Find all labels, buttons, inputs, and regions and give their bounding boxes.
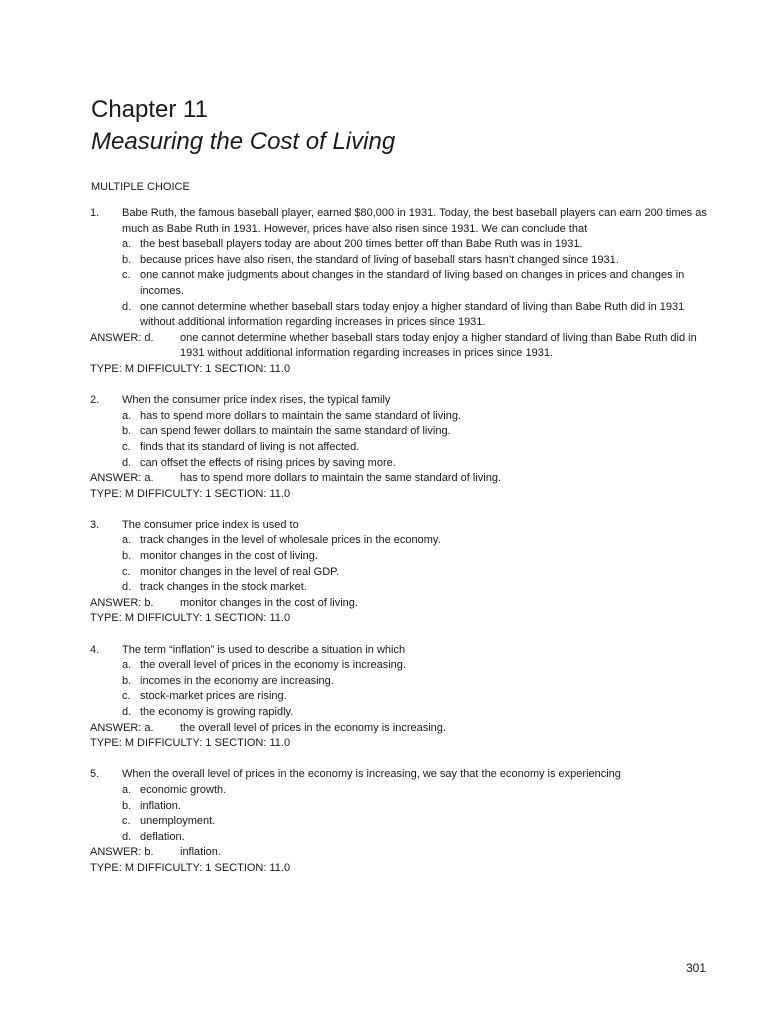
choice-d (90, 456, 710, 472)
question-number: 1. (90, 207, 100, 219)
question-3 (90, 518, 710, 627)
choice-b (90, 674, 710, 690)
choice-letter: c. (122, 440, 131, 453)
question-stem (90, 393, 710, 409)
choice-letter: d. (122, 830, 132, 843)
answer-line (90, 596, 710, 612)
choice-a (90, 533, 710, 549)
choice-letter: b. (122, 674, 132, 687)
choice-letter: c. (122, 690, 131, 703)
question-meta: TYPE: M DIFFICULTY: 1 SECTION: 11.0 (90, 737, 291, 750)
choice-text: the overall level of prices in the economy is increasing. (140, 659, 406, 672)
choice-b (90, 424, 710, 440)
question-meta: TYPE: M DIFFICULTY: 1 SECTION: 11.0 (90, 612, 291, 625)
question-text: When the consumer price index rises, the typical family (122, 394, 391, 407)
choice-letter: b. (122, 425, 132, 438)
choice-b (90, 799, 710, 815)
choice-list (90, 237, 710, 331)
choice-letter: d. (122, 581, 132, 594)
answer-text: monitor changes in the cost of living. (180, 596, 358, 609)
chapter-number: Chapter 11 (91, 96, 208, 123)
page-number: 301 (685, 961, 706, 975)
choice-text: one cannot determine whether baseball stars today enjoy a higher standard of living than Babe Ruth did in 1931 without additional information regarding increases in prices since 1931. (140, 300, 685, 329)
answer-text: the overall level of prices in the economy is increasing. (180, 721, 446, 734)
choice-c (90, 814, 710, 830)
choice-text: incomes in the economy are increasing. (140, 674, 334, 687)
choice-text: can offset the effects of rising prices by saving more. (140, 456, 396, 469)
answer-label: ANSWER: a. (90, 472, 154, 485)
choice-letter: a. (122, 783, 132, 796)
answer-line (90, 845, 710, 861)
question-5 (90, 767, 710, 876)
choice-letter: c. (122, 815, 131, 828)
question-stem (90, 518, 710, 534)
answer-line (90, 721, 710, 737)
answer-label: ANSWER: a. (90, 721, 154, 734)
chapter-title: Measuring the Cost of Living (91, 128, 396, 155)
choice-text: one cannot make judgments about changes in the standard of living based on changes in prices and changes in incomes. (140, 269, 685, 297)
choice-text: unemployment. (140, 815, 216, 828)
choice-text: the best baseball players today are about 200 times better off than Babe Ruth was in 1931. (140, 238, 583, 251)
choice-text: can spend fewer dollars to maintain the same standard of living. (140, 425, 451, 438)
question-number: 3. (90, 518, 100, 531)
choice-c (90, 268, 710, 299)
choice-list (90, 783, 710, 845)
question-text: When the overall level of prices in the economy is increasing, we say that the economy is experiencing (122, 768, 621, 781)
question-stem (90, 206, 710, 237)
choice-a (90, 237, 710, 253)
answer-line (90, 471, 710, 487)
question-meta: TYPE: M DIFFICULTY: 1 SECTION: 11.0 (90, 362, 291, 375)
choice-c (90, 689, 710, 705)
choice-d (90, 580, 710, 596)
question-4 (90, 643, 710, 752)
choice-letter: d. (122, 456, 132, 469)
choice-letter: d. (122, 300, 132, 313)
choice-a (90, 658, 710, 674)
choice-text: track changes in the level of wholesale prices in the economy. (140, 534, 441, 547)
choice-letter: b. (122, 550, 132, 563)
choice-letter: c. (122, 269, 131, 282)
answer-text: inflation. (180, 846, 221, 859)
section-heading: MULTIPLE CHOICE (91, 181, 190, 193)
answer-label: ANSWER: d. (90, 331, 154, 344)
answer-text: one cannot determine whether baseball stars today enjoy a higher standard of living than Babe Ruth did in 1931 without additional information regarding increases in prices since 1931. (180, 331, 697, 360)
choice-list (90, 658, 710, 720)
choice-letter: b. (122, 253, 132, 266)
choice-letter: a. (122, 534, 132, 547)
choice-text: the economy is growing rapidly. (140, 706, 294, 718)
choice-letter: a. (122, 659, 132, 672)
question-text: The consumer price index is used to (122, 518, 299, 531)
choice-text: because prices have also risen, the standard of living of baseball stars hasn’t changed since 1931. (140, 253, 619, 266)
question-text: The term “inflation” is used to describe a situation in which (122, 643, 406, 656)
question-1 (90, 206, 710, 378)
question-number: 4. (90, 643, 100, 656)
choice-b (90, 549, 710, 565)
answer-text: has to spend more dollars to maintain the same standard of living. (180, 472, 502, 485)
question-2 (90, 393, 710, 502)
question-stem (90, 767, 710, 783)
choice-a (90, 783, 710, 799)
choice-letter: c. (122, 565, 131, 578)
question-meta: TYPE: M DIFFICULTY: 1 SECTION: 11.0 (90, 861, 291, 874)
choice-list (90, 409, 710, 471)
choice-text: economic growth. (140, 783, 227, 796)
choice-text: deflation. (140, 830, 185, 843)
choice-d (90, 705, 710, 721)
question-text: Babe Ruth, the famous baseball player, earned $80,000 in 1931. Today, the best baseball players can earn 200 times as much as Babe Ruth in 1931. However, prices have also risen since 1931. We can conclude that (122, 207, 707, 235)
choice-list (90, 533, 710, 595)
answer-label: ANSWER: b. (90, 846, 154, 859)
question-number: 2. (90, 394, 100, 407)
question-stem (90, 643, 710, 659)
question-number: 5. (90, 768, 100, 781)
choice-text: inflation. (140, 799, 181, 812)
choice-d (90, 300, 710, 331)
question-meta: TYPE: M DIFFICULTY: 1 SECTION: 11.0 (90, 487, 291, 500)
choice-letter: d. (122, 706, 132, 718)
choice-a (90, 409, 710, 425)
choice-b (90, 253, 710, 269)
choice-letter: a. (122, 409, 132, 422)
choice-c (90, 565, 710, 581)
choice-text: monitor changes in the level of real GDP. (140, 565, 340, 578)
choice-letter: b. (122, 799, 132, 812)
choice-c (90, 440, 710, 456)
choice-d (90, 830, 710, 846)
choice-text: monitor changes in the cost of living. (140, 550, 318, 563)
answer-label: ANSWER: b. (90, 596, 154, 609)
choice-text: has to spend more dollars to maintain the same standard of living. (140, 409, 462, 422)
choice-text: track changes in the stock market. (140, 581, 307, 594)
answer-line (90, 331, 710, 362)
choice-letter: a. (122, 238, 132, 251)
choice-text: stock-market prices are rising. (140, 690, 287, 703)
choice-text: finds that its standard of living is not affected. (140, 440, 360, 453)
question-list (90, 206, 710, 892)
